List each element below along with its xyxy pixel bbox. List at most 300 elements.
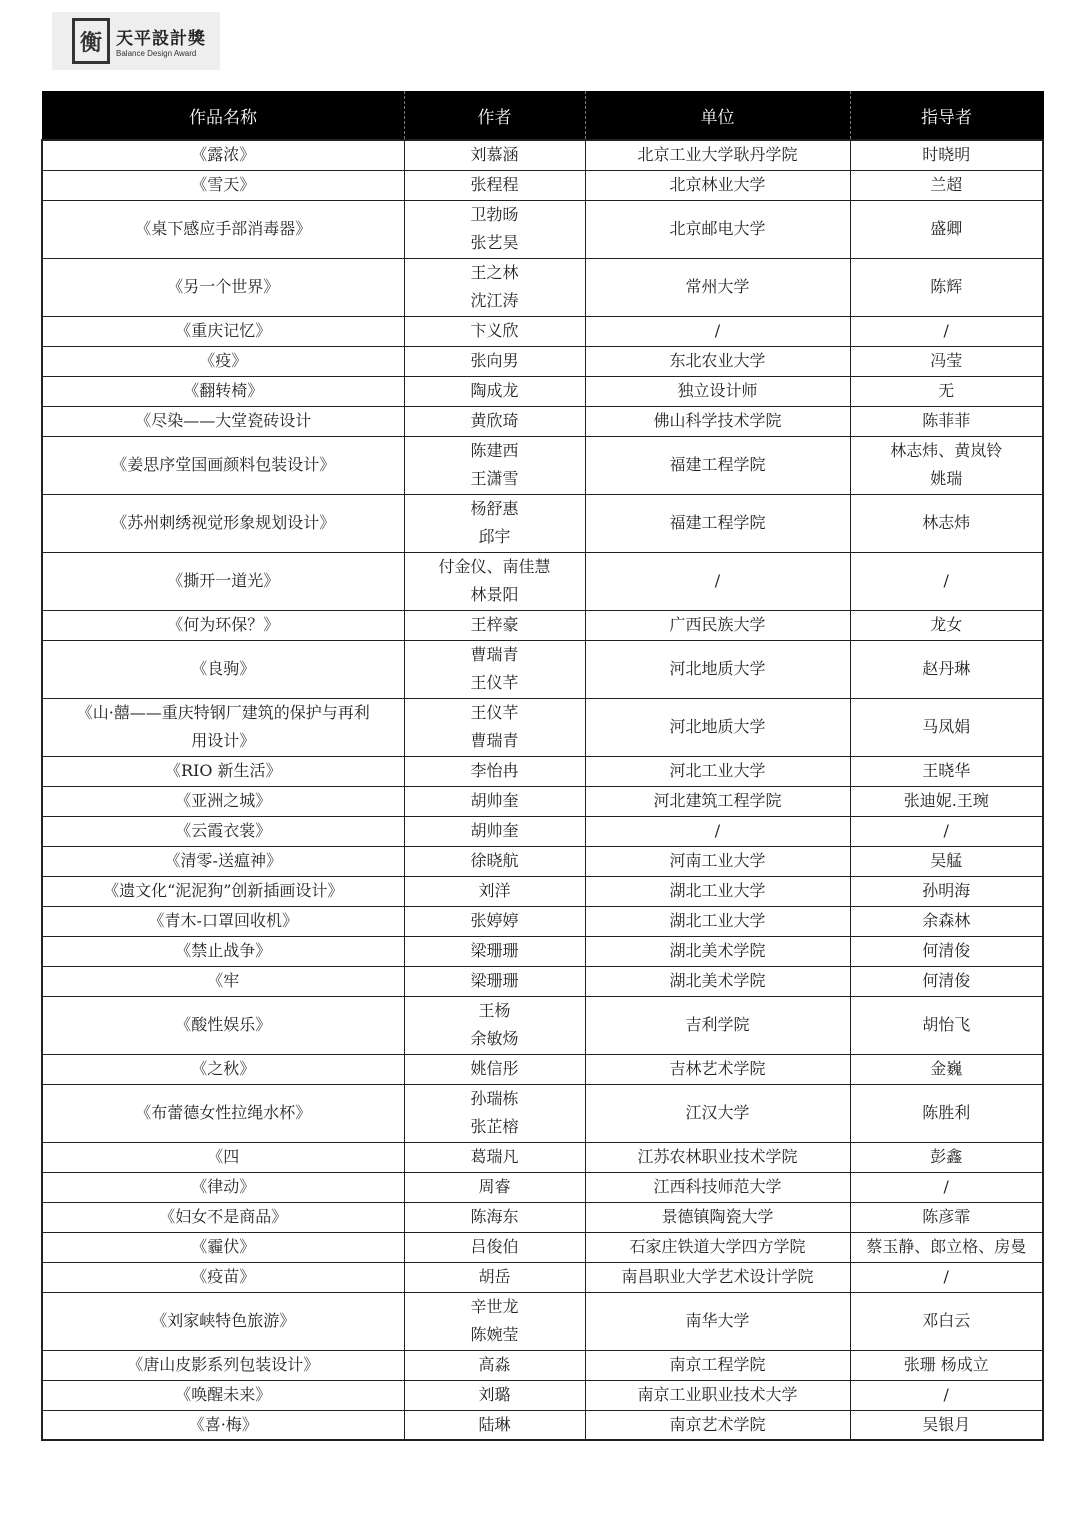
unit-cell bbox=[585, 258, 850, 316]
author-cell bbox=[404, 1202, 585, 1232]
advisor-cell bbox=[850, 1262, 1043, 1292]
advisor-line: 陈胜利 bbox=[922, 1103, 971, 1122]
work-line: 《雪天》 bbox=[191, 175, 256, 194]
table-row bbox=[42, 1410, 1043, 1440]
unit-cell bbox=[585, 698, 850, 756]
advisor-line: 余森林 bbox=[922, 911, 971, 930]
advisor-cell bbox=[850, 1172, 1043, 1202]
advisor-line: 时晓明 bbox=[922, 145, 971, 165]
author-line: 余敏炀 bbox=[470, 1029, 519, 1048]
author-line: 梁珊珊 bbox=[470, 941, 519, 960]
unit-line: 南华大学 bbox=[685, 1311, 750, 1330]
author-line: 胡帅奎 bbox=[470, 791, 519, 810]
work-cell bbox=[42, 876, 404, 906]
author-line: 王仪芊 bbox=[470, 703, 519, 722]
author-line: 王仪芊 bbox=[470, 673, 519, 692]
advisor-cell bbox=[850, 436, 1043, 494]
work-cell bbox=[42, 996, 404, 1054]
advisor-cell bbox=[850, 1202, 1043, 1232]
advisor-line: 陈辉 bbox=[930, 277, 963, 296]
work-cell bbox=[42, 346, 404, 376]
author-cell bbox=[404, 1262, 585, 1292]
unit-line: 河南工业大学 bbox=[669, 851, 766, 870]
unit-line: 江西科技师范大学 bbox=[653, 1177, 782, 1196]
author-cell bbox=[404, 936, 585, 966]
author-line: 姚信彤 bbox=[470, 1059, 519, 1078]
author-line: 辛世龙 bbox=[470, 1297, 519, 1316]
author-line: 王之林 bbox=[470, 263, 519, 282]
advisor-cell bbox=[850, 846, 1043, 876]
work-line: 《另一个世界》 bbox=[167, 277, 280, 296]
work-cell bbox=[42, 1232, 404, 1262]
work-cell bbox=[42, 552, 404, 610]
table-row bbox=[42, 1142, 1043, 1172]
work-cell bbox=[42, 1380, 404, 1410]
author-line: 沈江涛 bbox=[470, 291, 519, 310]
author-cell bbox=[404, 1084, 585, 1142]
work-cell bbox=[42, 1410, 404, 1440]
author-line: 吕俊伯 bbox=[470, 1237, 519, 1256]
unit-line: 北京林业大学 bbox=[669, 175, 766, 194]
table-row bbox=[42, 1084, 1043, 1142]
unit-cell bbox=[585, 1410, 850, 1440]
advisor-cell bbox=[850, 1232, 1043, 1262]
advisor-cell bbox=[850, 610, 1043, 640]
unit-cell bbox=[585, 786, 850, 816]
author-line: 卫勃旸 bbox=[470, 205, 519, 224]
work-line: 《尽染——大堂瓷砖设计 bbox=[135, 411, 312, 430]
brand-text bbox=[116, 24, 206, 58]
unit-line: 常州大学 bbox=[685, 277, 750, 296]
advisor-line: / bbox=[943, 1385, 949, 1404]
table-row bbox=[42, 316, 1043, 346]
unit-cell bbox=[585, 996, 850, 1054]
advisor-line: 马凤娟 bbox=[922, 717, 971, 736]
author-cell bbox=[404, 698, 585, 756]
author-line: 王杨 bbox=[478, 1001, 511, 1020]
author-cell bbox=[404, 906, 585, 936]
header-work: 作品名称 bbox=[42, 91, 404, 140]
unit-line: 河北建筑工程学院 bbox=[653, 791, 782, 810]
author-line: 孙瑞栋 bbox=[470, 1089, 519, 1108]
advisor-line: 赵丹琳 bbox=[922, 659, 971, 678]
work-line: 《刘家峡特色旅游》 bbox=[151, 1311, 296, 1330]
author-cell bbox=[404, 376, 585, 406]
author-cell bbox=[404, 200, 585, 258]
brand-name-cn: 天平設計獎 bbox=[116, 29, 206, 49]
advisor-cell bbox=[850, 876, 1043, 906]
advisor-cell bbox=[850, 786, 1043, 816]
table-row bbox=[42, 846, 1043, 876]
advisor-line: / bbox=[943, 571, 949, 590]
header-author: 作者 bbox=[404, 91, 585, 140]
advisor-line: / bbox=[943, 1267, 949, 1286]
work-line: 《何为环保？》 bbox=[167, 615, 280, 634]
unit-line: 独立设计师 bbox=[677, 381, 758, 400]
author-cell bbox=[404, 1232, 585, 1262]
work-line: 《云霞衣裳》 bbox=[175, 821, 272, 840]
advisor-line: 盛卿 bbox=[930, 219, 963, 238]
advisor-cell bbox=[850, 552, 1043, 610]
unit-cell bbox=[585, 1380, 850, 1410]
advisor-cell bbox=[850, 1142, 1043, 1172]
table-row bbox=[42, 1232, 1043, 1262]
advisor-cell bbox=[850, 698, 1043, 756]
work-cell bbox=[42, 1172, 404, 1202]
table-row bbox=[42, 1350, 1043, 1380]
author-line: 陶成龙 bbox=[470, 381, 519, 400]
advisor-line: 吴艋 bbox=[930, 851, 963, 870]
advisor-cell bbox=[850, 316, 1043, 346]
table-row bbox=[42, 1262, 1043, 1292]
work-cell bbox=[42, 1350, 404, 1380]
advisor-line: 金巍 bbox=[930, 1059, 963, 1078]
table-row bbox=[42, 436, 1043, 494]
unit-line: 东北农业大学 bbox=[669, 351, 766, 370]
advisor-line: 胡怡飞 bbox=[922, 1015, 971, 1034]
author-cell bbox=[404, 140, 585, 170]
author-cell bbox=[404, 1380, 585, 1410]
author-line: 付金仪、南佳慧 bbox=[438, 557, 551, 576]
unit-line: 湖北工业大学 bbox=[669, 911, 766, 930]
work-cell bbox=[42, 1054, 404, 1084]
unit-cell bbox=[585, 1054, 850, 1084]
unit-line: 河北地质大学 bbox=[669, 659, 766, 678]
author-line: 杨舒惠 bbox=[470, 499, 519, 518]
advisor-line: 冯莹 bbox=[930, 351, 963, 370]
author-line: 卞义欣 bbox=[470, 321, 519, 340]
unit-line: 南京工程学院 bbox=[669, 1355, 766, 1374]
author-cell bbox=[404, 316, 585, 346]
author-line: 葛瑞凡 bbox=[470, 1147, 519, 1166]
author-cell bbox=[404, 494, 585, 552]
work-cell bbox=[42, 1142, 404, 1172]
table-row bbox=[42, 170, 1043, 200]
unit-cell bbox=[585, 846, 850, 876]
awards-table bbox=[41, 91, 1044, 1441]
unit-cell bbox=[585, 316, 850, 346]
table-row bbox=[42, 966, 1043, 996]
author-cell bbox=[404, 610, 585, 640]
author-line: 陆琳 bbox=[478, 1414, 511, 1434]
advisor-cell bbox=[850, 1084, 1043, 1142]
advisor-line: 王晓华 bbox=[922, 761, 971, 780]
advisor-cell bbox=[850, 756, 1043, 786]
advisor-line: 张迪妮.王琬 bbox=[903, 791, 989, 810]
author-cell bbox=[404, 1054, 585, 1084]
unit-cell bbox=[585, 436, 850, 494]
unit-cell bbox=[585, 1292, 850, 1350]
table-row bbox=[42, 552, 1043, 610]
advisor-line: 林志炜 bbox=[922, 513, 971, 532]
work-cell bbox=[42, 494, 404, 552]
unit-line: 湖北美术学院 bbox=[669, 941, 766, 960]
advisor-cell bbox=[850, 140, 1043, 170]
table-row bbox=[42, 200, 1043, 258]
advisor-cell bbox=[850, 816, 1043, 846]
advisor-line: 何清俊 bbox=[922, 971, 971, 990]
work-line: 《苏州刺绣视觉形象规划设计》 bbox=[111, 513, 336, 532]
work-line: 《姜思序堂国画颜料包装设计》 bbox=[111, 455, 336, 474]
unit-line: 北京工业大学耿丹学院 bbox=[637, 145, 798, 165]
table-row bbox=[42, 1172, 1043, 1202]
work-line: 《露浓》 bbox=[191, 145, 256, 165]
author-cell bbox=[404, 966, 585, 996]
work-line: 《妇女不是商品》 bbox=[159, 1207, 288, 1226]
work-line: 《之秋》 bbox=[191, 1059, 256, 1078]
unit-line: / bbox=[714, 821, 721, 840]
author-line: 李怡冉 bbox=[470, 761, 519, 780]
work-cell bbox=[42, 170, 404, 200]
unit-cell bbox=[585, 1142, 850, 1172]
advisor-cell bbox=[850, 966, 1043, 996]
table-row bbox=[42, 494, 1043, 552]
advisor-line: 林志炜、黄岚铃 bbox=[890, 441, 1003, 460]
advisor-cell bbox=[850, 1350, 1043, 1380]
author-line: 邱宇 bbox=[478, 527, 511, 546]
author-cell bbox=[404, 170, 585, 200]
unit-cell bbox=[585, 936, 850, 966]
header-advisor: 指导者 bbox=[850, 91, 1043, 140]
table-row bbox=[42, 1202, 1043, 1232]
header-unit: 单位 bbox=[585, 91, 850, 140]
work-cell bbox=[42, 816, 404, 846]
advisor-cell bbox=[850, 200, 1043, 258]
work-cell bbox=[42, 140, 404, 170]
unit-cell bbox=[585, 876, 850, 906]
author-line: 陈建西 bbox=[470, 441, 519, 460]
work-line: 《酸性娱乐》 bbox=[175, 1015, 272, 1034]
work-line: 《青木-口罩回收机》 bbox=[148, 911, 298, 930]
author-line: 陈海东 bbox=[470, 1207, 519, 1226]
advisor-line: 陈菲菲 bbox=[922, 411, 971, 430]
advisor-cell bbox=[850, 494, 1043, 552]
advisor-line: 兰超 bbox=[930, 175, 963, 194]
author-line: 徐晓航 bbox=[470, 851, 519, 870]
unit-cell bbox=[585, 1350, 850, 1380]
author-cell bbox=[404, 640, 585, 698]
work-line: 《疫苗》 bbox=[191, 1267, 256, 1286]
work-cell bbox=[42, 406, 404, 436]
advisor-cell bbox=[850, 1054, 1043, 1084]
author-line: 梁珊珊 bbox=[470, 971, 519, 990]
work-line: 《霾伏》 bbox=[191, 1237, 256, 1256]
advisor-cell bbox=[850, 1292, 1043, 1350]
work-cell bbox=[42, 1084, 404, 1142]
work-line: 《唤醒未来》 bbox=[175, 1385, 272, 1404]
work-cell bbox=[42, 316, 404, 346]
work-line: 《山·囍——重庆特钢厂建筑的保护与再利 bbox=[76, 703, 370, 722]
author-cell bbox=[404, 1350, 585, 1380]
author-cell bbox=[404, 996, 585, 1054]
advisor-line: 彭鑫 bbox=[930, 1147, 963, 1166]
unit-line: 河北地质大学 bbox=[669, 717, 766, 736]
work-cell bbox=[42, 756, 404, 786]
unit-cell bbox=[585, 1172, 850, 1202]
author-cell bbox=[404, 756, 585, 786]
unit-cell bbox=[585, 640, 850, 698]
unit-line: 吉利学院 bbox=[685, 1015, 750, 1034]
table-body bbox=[42, 140, 1043, 1440]
advisor-cell bbox=[850, 1380, 1043, 1410]
work-line: 《RIO 新生活》 bbox=[164, 761, 282, 780]
work-cell bbox=[42, 376, 404, 406]
unit-cell bbox=[585, 610, 850, 640]
advisor-line: 龙女 bbox=[930, 615, 963, 634]
work-line: 《禁止战争》 bbox=[175, 941, 272, 960]
author-line: 张向男 bbox=[470, 351, 519, 370]
unit-line: 南京艺术学院 bbox=[669, 1414, 766, 1434]
author-line: 黄欣琦 bbox=[470, 411, 519, 430]
author-line: 刘洋 bbox=[478, 881, 511, 900]
unit-line: 广西民族大学 bbox=[669, 615, 766, 634]
work-line: 《律动》 bbox=[191, 1177, 256, 1196]
author-line: 曹瑞青 bbox=[470, 645, 519, 664]
balance-seal-icon: 衡 bbox=[72, 18, 110, 64]
unit-line: 石家庄铁道大学四方学院 bbox=[629, 1237, 806, 1256]
unit-cell bbox=[585, 200, 850, 258]
work-cell bbox=[42, 1262, 404, 1292]
work-cell bbox=[42, 1202, 404, 1232]
advisor-cell bbox=[850, 996, 1043, 1054]
author-cell bbox=[404, 786, 585, 816]
advisor-line: 蔡玉静、郎立格、房曼 bbox=[866, 1237, 1027, 1256]
advisor-line: 张珊 杨成立 bbox=[903, 1355, 989, 1374]
advisor-cell bbox=[850, 936, 1043, 966]
unit-line: 北京邮电大学 bbox=[669, 219, 766, 238]
table-row bbox=[42, 610, 1043, 640]
advisor-cell bbox=[850, 170, 1043, 200]
work-line: 《桌下感应手部消毒器》 bbox=[135, 219, 312, 238]
author-cell bbox=[404, 1142, 585, 1172]
author-cell bbox=[404, 876, 585, 906]
work-cell bbox=[42, 610, 404, 640]
table-row bbox=[42, 406, 1043, 436]
author-line: 刘慕涵 bbox=[470, 145, 519, 165]
unit-line: 佛山科学技术学院 bbox=[653, 411, 782, 430]
author-line: 林景阳 bbox=[470, 585, 519, 604]
table-row bbox=[42, 876, 1043, 906]
author-cell bbox=[404, 346, 585, 376]
unit-line: 湖北工业大学 bbox=[669, 881, 766, 900]
work-cell bbox=[42, 258, 404, 316]
advisor-line: 姚瑞 bbox=[930, 469, 963, 488]
table-row bbox=[42, 816, 1043, 846]
author-cell bbox=[404, 846, 585, 876]
unit-cell bbox=[585, 140, 850, 170]
unit-cell bbox=[585, 552, 850, 610]
unit-cell bbox=[585, 1232, 850, 1262]
author-cell bbox=[404, 258, 585, 316]
author-cell bbox=[404, 1172, 585, 1202]
advisor-line: 孙明海 bbox=[922, 881, 971, 900]
unit-cell bbox=[585, 756, 850, 786]
work-line: 《唐山皮影系列包装设计》 bbox=[127, 1355, 320, 1374]
work-cell bbox=[42, 436, 404, 494]
table-row bbox=[42, 906, 1043, 936]
unit-line: / bbox=[714, 321, 721, 340]
advisor-cell bbox=[850, 346, 1043, 376]
unit-line: 福建工程学院 bbox=[669, 455, 766, 474]
work-line: 《遗文化“泥泥狗”创新插画设计》 bbox=[103, 881, 344, 900]
table-row bbox=[42, 996, 1043, 1054]
unit-cell bbox=[585, 816, 850, 846]
unit-line: 吉林艺术学院 bbox=[669, 1059, 766, 1078]
unit-line: 南昌职业大学艺术设计学院 bbox=[621, 1267, 814, 1286]
author-line: 陈婉莹 bbox=[470, 1325, 519, 1344]
work-cell bbox=[42, 936, 404, 966]
table-row bbox=[42, 640, 1043, 698]
table-row bbox=[42, 376, 1043, 406]
work-line: 《牢 bbox=[207, 971, 240, 990]
table-row bbox=[42, 346, 1043, 376]
table-row bbox=[42, 698, 1043, 756]
unit-line: 江汉大学 bbox=[685, 1103, 750, 1122]
unit-line: 景德镇陶瓷大学 bbox=[661, 1207, 774, 1226]
work-line: 《重庆记忆》 bbox=[175, 321, 272, 340]
work-cell bbox=[42, 640, 404, 698]
work-cell bbox=[42, 846, 404, 876]
work-line: 《亚洲之城》 bbox=[175, 791, 272, 810]
table-row bbox=[42, 786, 1043, 816]
work-line: 《清零-送瘟神》 bbox=[164, 851, 282, 870]
unit-cell bbox=[585, 376, 850, 406]
work-line: 《撕开一道光》 bbox=[167, 571, 280, 590]
advisor-cell bbox=[850, 640, 1043, 698]
work-cell bbox=[42, 906, 404, 936]
author-line: 曹瑞青 bbox=[470, 731, 519, 750]
author-cell bbox=[404, 816, 585, 846]
work-cell bbox=[42, 966, 404, 996]
author-line: 胡帅奎 bbox=[470, 821, 519, 840]
table-row bbox=[42, 1292, 1043, 1350]
table-row bbox=[42, 140, 1043, 170]
advisor-line: / bbox=[943, 1177, 949, 1196]
unit-line: 南京工业职业技术大学 bbox=[637, 1385, 798, 1404]
unit-cell bbox=[585, 906, 850, 936]
unit-cell bbox=[585, 406, 850, 436]
author-line: 张芷榕 bbox=[470, 1117, 519, 1136]
work-line: 《喜·梅》 bbox=[188, 1414, 258, 1434]
unit-line: 湖北美术学院 bbox=[669, 971, 766, 990]
advisor-line: 邓白云 bbox=[922, 1311, 971, 1330]
advisor-cell bbox=[850, 1410, 1043, 1440]
advisor-line: 陈彦霏 bbox=[922, 1207, 971, 1226]
advisor-line: / bbox=[943, 821, 949, 840]
author-line: 胡岳 bbox=[478, 1267, 511, 1286]
unit-line: 河北工业大学 bbox=[669, 761, 766, 780]
author-line: 张程程 bbox=[470, 175, 519, 194]
table-row bbox=[42, 1054, 1043, 1084]
unit-cell bbox=[585, 1262, 850, 1292]
author-cell bbox=[404, 552, 585, 610]
work-cell bbox=[42, 200, 404, 258]
author-line: 刘璐 bbox=[478, 1385, 511, 1404]
table-row bbox=[42, 756, 1043, 786]
brand-name-en: Balance Design Award bbox=[116, 49, 197, 58]
author-line: 高淼 bbox=[478, 1355, 511, 1374]
unit-cell bbox=[585, 346, 850, 376]
unit-cell bbox=[585, 1202, 850, 1232]
author-line: 张婷婷 bbox=[470, 911, 519, 930]
table-row bbox=[42, 1380, 1043, 1410]
advisor-cell bbox=[850, 376, 1043, 406]
table-row bbox=[42, 258, 1043, 316]
advisor-cell bbox=[850, 406, 1043, 436]
advisor-line: 吴银月 bbox=[922, 1414, 971, 1434]
author-cell bbox=[404, 1292, 585, 1350]
author-line: 王梓豪 bbox=[470, 615, 519, 634]
